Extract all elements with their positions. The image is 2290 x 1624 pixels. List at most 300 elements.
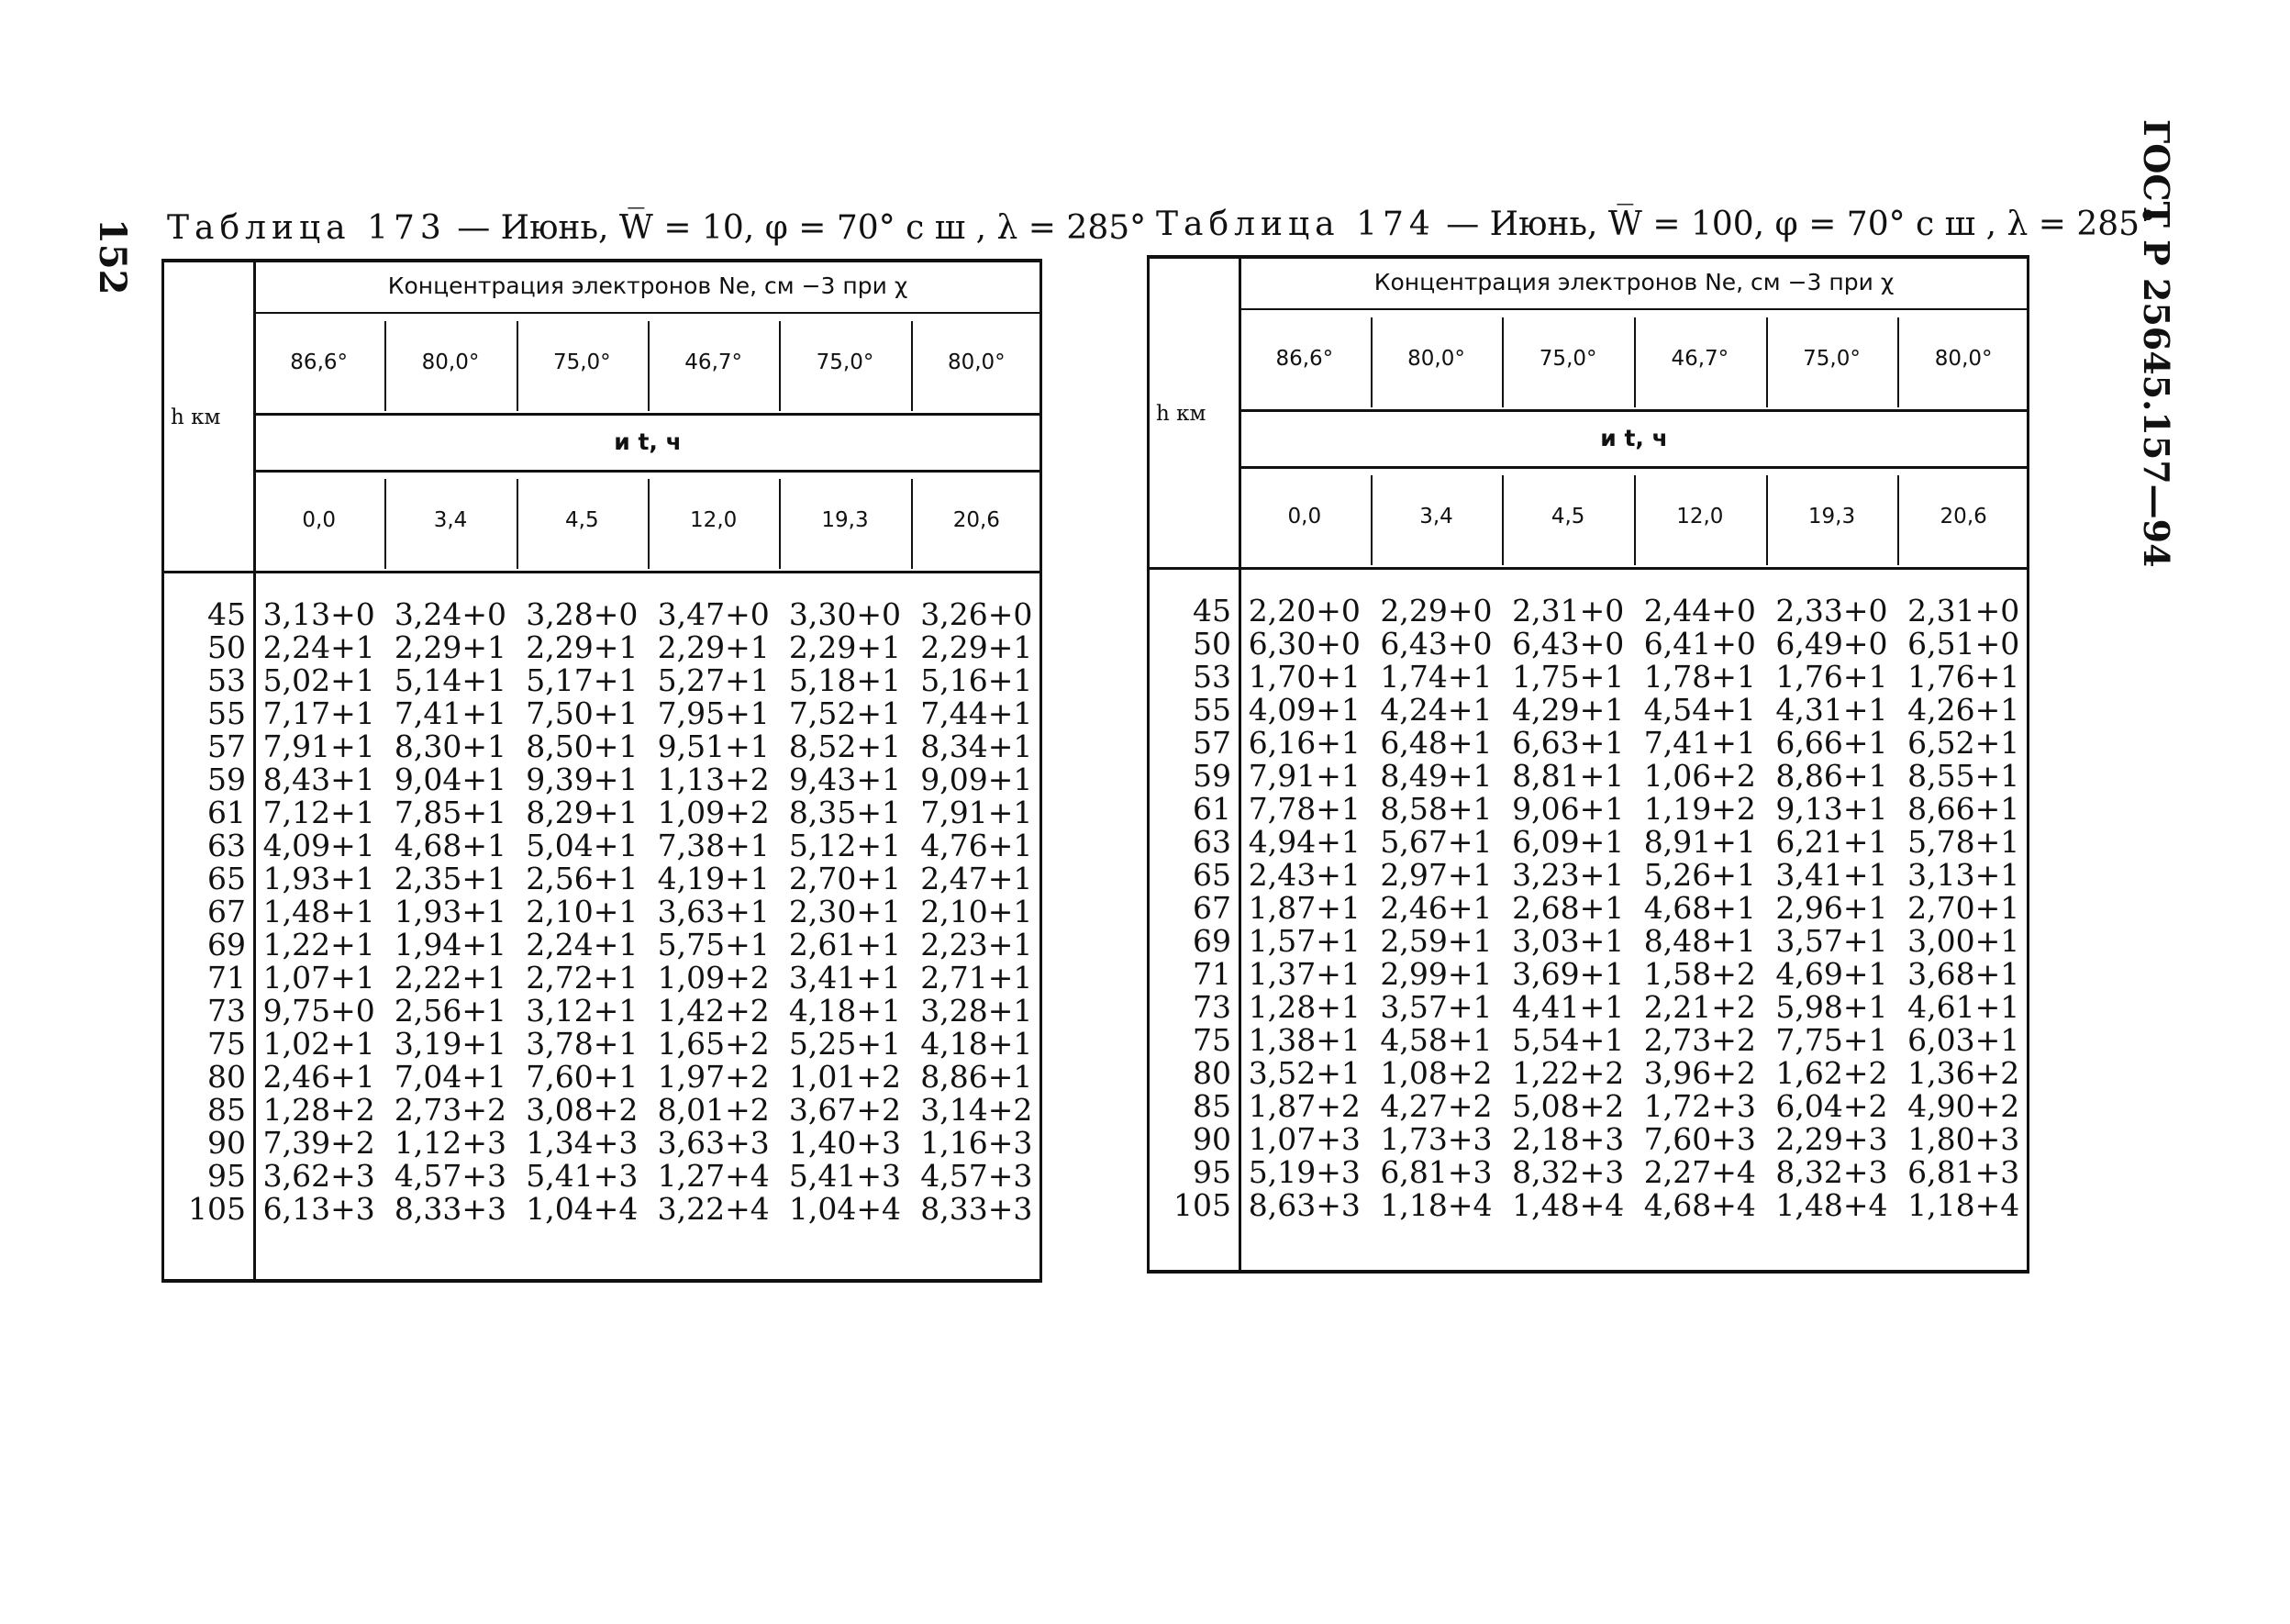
- data-cell: 8,43+1: [262, 762, 375, 797]
- data-cell: 5,75+1: [657, 927, 770, 962]
- concentration-header: Концентрация электронов Ne, см −3 при χ: [387, 272, 908, 299]
- data-cell: 5,26+1: [1643, 857, 1756, 893]
- t-cell: 20,6: [952, 508, 1000, 532]
- data-cell: 7,75+1: [1775, 1022, 1888, 1058]
- data-column: [384, 598, 516, 1226]
- data-column: [1239, 595, 1371, 1222]
- data-cell: 5,67+1: [1380, 824, 1493, 860]
- time-header: и t, ч: [614, 428, 682, 455]
- data-cell: 8,48+1: [1643, 923, 1756, 959]
- data-cell: 3,57+1: [1775, 923, 1888, 959]
- data-cell: 2,61+1: [788, 927, 902, 962]
- concentration-header: Концентрация электронов Ne, см −3 при χ: [1373, 268, 1895, 295]
- data-cell: 5,78+1: [1907, 824, 2020, 860]
- data-cell: 9,39+1: [526, 762, 639, 797]
- data-cell: 2,10+1: [920, 894, 1033, 929]
- data-cell: 6,21+1: [1775, 824, 1888, 860]
- data-cell: 2,46+1: [262, 1059, 375, 1095]
- data-cell: 8,01+2: [657, 1092, 770, 1128]
- data-cell: 3,12+1: [526, 993, 639, 1029]
- data-cell: 6,43+0: [1512, 626, 1625, 662]
- data-cell: 7,95+1: [657, 695, 770, 731]
- data-cell: 4,76+1: [920, 828, 1033, 863]
- data-cell: 2,29+1: [526, 629, 639, 665]
- h-values-column: [1147, 595, 1231, 1222]
- data-cell: 2,29+1: [657, 629, 770, 665]
- h-value: 65: [1193, 857, 1231, 893]
- data-cell: 2,47+1: [920, 861, 1033, 896]
- data-cell: 6,49+0: [1775, 626, 1888, 662]
- t-cell: 12,0: [690, 508, 738, 532]
- data-cell: 6,43+0: [1380, 626, 1493, 662]
- chi-cell: 80,0°: [947, 350, 1006, 374]
- data-cell: 6,81+3: [1380, 1154, 1493, 1190]
- data-cell: 5,08+2: [1512, 1088, 1625, 1124]
- data-cell: 1,38+1: [1248, 1022, 1361, 1058]
- header-rule: [161, 571, 1042, 573]
- data-cell: 8,66+1: [1907, 791, 2020, 827]
- data-cell: 4,68+1: [1643, 890, 1756, 926]
- data-cell: 8,91+1: [1643, 824, 1756, 860]
- data-cell: 7,17+1: [262, 695, 375, 731]
- data-cell: 7,44+1: [920, 695, 1033, 731]
- data-cell: 2,70+1: [788, 861, 902, 896]
- data-cell: 1,78+1: [1643, 659, 1756, 695]
- data-cell: 1,37+1: [1248, 956, 1361, 992]
- data-cell: 1,48+1: [262, 894, 375, 929]
- data-cell: 3,28+1: [920, 993, 1033, 1029]
- data-cell: 7,91+1: [920, 795, 1033, 830]
- data-cell: 2,24+1: [526, 927, 639, 962]
- chi-cell: 80,0°: [1934, 347, 1993, 371]
- data-cell: 2,59+1: [1380, 923, 1493, 959]
- chi-cell: 86,6°: [1275, 347, 1334, 371]
- data-cell: 3,63+3: [657, 1125, 770, 1161]
- data-cell: 2,10+1: [526, 894, 639, 929]
- chi-cell: 86,6°: [290, 350, 349, 374]
- h-value: 90: [207, 1125, 246, 1161]
- h-km-label: h км: [1156, 402, 1206, 426]
- data-cell: 2,24+1: [262, 629, 375, 665]
- data-cell: 3,19+1: [394, 1026, 507, 1062]
- h-value: 71: [207, 960, 246, 996]
- data-cell: 7,78+1: [1248, 791, 1361, 827]
- data-cell: 1,16+3: [920, 1125, 1033, 1161]
- data-cell: 1,18+4: [1907, 1187, 2020, 1223]
- data-cell: 8,86+1: [1775, 758, 1888, 794]
- data-cell: 2,35+1: [394, 861, 507, 896]
- data-cell: 1,13+2: [657, 762, 770, 797]
- data-cell: 1,22+1: [262, 927, 375, 962]
- data-cell: 4,68+1: [394, 828, 507, 863]
- data-cell: 8,86+1: [920, 1059, 1033, 1095]
- data-cell: 2,68+1: [1512, 890, 1625, 926]
- table-173: [161, 259, 1042, 1283]
- data-cell: 8,49+1: [1380, 758, 1493, 794]
- data-cell: 1,02+1: [262, 1026, 375, 1062]
- data-cell: 4,90+2: [1907, 1088, 2020, 1124]
- h-value: 105: [1173, 1187, 1231, 1223]
- data-cell: 3,47+0: [657, 596, 770, 632]
- data-cell: 4,09+1: [262, 828, 375, 863]
- document-code: ГОСТ Р 25645.157—94: [2136, 119, 2177, 568]
- data-cell: 1,04+4: [788, 1191, 902, 1227]
- data-cell: 4,31+1: [1775, 692, 1888, 728]
- h-value: 73: [207, 993, 246, 1029]
- data-cell: 9,06+1: [1512, 791, 1625, 827]
- data-column: [779, 598, 910, 1226]
- data-cell: 8,81+1: [1512, 758, 1625, 794]
- data-cell: 1,36+2: [1907, 1055, 2020, 1091]
- data-cell: 1,58+2: [1643, 956, 1756, 992]
- data-cell: 6,63+1: [1512, 725, 1625, 761]
- data-cell: 2,29+1: [920, 629, 1033, 665]
- data-cell: 2,31+0: [1907, 593, 2020, 628]
- data-cell: 7,50+1: [526, 695, 639, 731]
- data-cell: 4,29+1: [1512, 692, 1625, 728]
- data-cell: 6,13+3: [262, 1191, 375, 1227]
- time-header: и t, ч: [1600, 424, 1668, 451]
- h-value: 53: [207, 662, 246, 698]
- data-cell: 3,22+4: [657, 1191, 770, 1227]
- data-cell: 1,93+1: [262, 861, 375, 896]
- h-value: 95: [1193, 1154, 1231, 1190]
- h-value: 59: [207, 762, 246, 797]
- data-cell: 1,08+2: [1380, 1055, 1493, 1091]
- data-cell: 4,69+1: [1775, 956, 1888, 992]
- data-cell: 8,29+1: [526, 795, 639, 830]
- data-cell: 7,91+1: [1248, 758, 1361, 794]
- data-cell: 5,16+1: [920, 662, 1033, 698]
- data-cell: 4,18+1: [788, 993, 902, 1029]
- data-cell: 2,73+2: [1643, 1022, 1756, 1058]
- data-cell: 1,93+1: [394, 894, 507, 929]
- data-cell: 1,76+1: [1907, 659, 2020, 695]
- data-cell: 1,48+4: [1512, 1187, 1625, 1223]
- data-cell: 5,12+1: [788, 828, 902, 863]
- data-column: [911, 598, 1042, 1226]
- t-cell: 0,0: [1287, 505, 1322, 528]
- data-cell: 3,41+1: [1775, 857, 1888, 893]
- data-cell: 2,97+1: [1380, 857, 1493, 893]
- data-cell: 6,48+1: [1380, 725, 1493, 761]
- table-bottom-rule: [1147, 1270, 2029, 1274]
- data-cell: 1,62+2: [1775, 1055, 1888, 1091]
- h-value: 71: [1193, 956, 1231, 992]
- data-cell: 6,66+1: [1775, 725, 1888, 761]
- data-cell: 5,41+3: [526, 1158, 639, 1194]
- data-cell: 2,56+1: [394, 993, 507, 1029]
- data-cell: 4,26+1: [1907, 692, 2020, 728]
- t-cell: 20,6: [1940, 505, 1987, 528]
- data-cell: 3,30+0: [788, 596, 902, 632]
- data-cell: 7,04+1: [394, 1059, 507, 1095]
- data-cell: 1,28+2: [262, 1092, 375, 1128]
- data-cell: 3,08+2: [526, 1092, 639, 1128]
- data-cell: 1,04+4: [526, 1191, 639, 1227]
- data-cell: 9,13+1: [1775, 791, 1888, 827]
- data-cell: 8,30+1: [394, 729, 507, 764]
- data-cell: 1,57+1: [1248, 923, 1361, 959]
- data-cell: 1,42+2: [657, 993, 770, 1029]
- data-cell: 1,06+2: [1643, 758, 1756, 794]
- data-cell: 2,44+0: [1643, 593, 1756, 628]
- data-column: [1766, 595, 1898, 1222]
- h-value: 75: [207, 1026, 246, 1062]
- table-173-label: Таблица 173: [167, 209, 447, 247]
- chi-cell: 75,0°: [552, 350, 611, 374]
- data-cell: 4,24+1: [1380, 692, 1493, 728]
- data-cell: 5,19+3: [1248, 1154, 1361, 1190]
- data-cell: 4,57+3: [394, 1158, 507, 1194]
- data-cell: 5,18+1: [788, 662, 902, 698]
- data-cell: 5,27+1: [657, 662, 770, 698]
- data-cell: 5,25+1: [788, 1026, 902, 1062]
- chi-cell: 75,0°: [1803, 347, 1861, 371]
- data-column: [253, 598, 384, 1226]
- data-cell: 4,54+1: [1643, 692, 1756, 728]
- data-cell: 3,00+1: [1907, 923, 2020, 959]
- table-173-caption: [167, 209, 1146, 247]
- data-cell: 2,22+1: [394, 960, 507, 996]
- data-cell: 2,20+0: [1248, 593, 1361, 628]
- data-cell: 1,87+1: [1248, 890, 1361, 926]
- data-cell: 2,18+3: [1512, 1121, 1625, 1157]
- data-cell: 4,57+3: [920, 1158, 1033, 1194]
- data-cell: 9,51+1: [657, 729, 770, 764]
- data-cell: 7,85+1: [394, 795, 507, 830]
- t-cell: 19,3: [1807, 505, 1856, 528]
- data-cell: 7,12+1: [262, 795, 375, 830]
- h-value: 45: [207, 596, 246, 632]
- data-cell: 7,91+1: [262, 729, 375, 764]
- chi-cell: 75,0°: [816, 350, 874, 374]
- data-cell: 8,52+1: [788, 729, 902, 764]
- header-rule: [1147, 567, 2029, 570]
- data-cell: 5,04+1: [526, 828, 639, 863]
- data-cell: 3,26+0: [920, 596, 1033, 632]
- h-value: 55: [207, 695, 246, 731]
- h-value: 85: [207, 1092, 246, 1128]
- data-cell: 2,27+4: [1643, 1154, 1756, 1190]
- data-cell: 3,63+1: [657, 894, 770, 929]
- table-174: [1147, 255, 2029, 1274]
- data-cell: 2,96+1: [1775, 890, 1888, 926]
- data-cell: 7,60+1: [526, 1059, 639, 1095]
- data-cell: 7,60+3: [1643, 1121, 1756, 1157]
- data-cell: 1,75+1: [1512, 659, 1625, 695]
- data-cell: 1,09+2: [657, 960, 770, 996]
- data-cell: 2,29+1: [788, 629, 902, 665]
- data-cell: 2,33+0: [1775, 593, 1888, 628]
- t-cell: 19,3: [821, 508, 869, 532]
- data-cell: 8,35+1: [788, 795, 902, 830]
- h-value: 90: [1193, 1121, 1231, 1157]
- data-cell: 1,65+2: [657, 1026, 770, 1062]
- data-cell: 2,30+1: [788, 894, 902, 929]
- t-cell: 0,0: [302, 508, 336, 532]
- data-cell: 7,39+2: [262, 1125, 375, 1161]
- data-cell: 3,68+1: [1907, 956, 2020, 992]
- h-value: 95: [207, 1158, 246, 1194]
- data-cell: 3,24+0: [394, 596, 507, 632]
- table-173-caption-rest: — Июнь, W̅ = 10, φ = 70° с ш , λ = 285°: [446, 209, 1147, 247]
- data-cell: 1,94+1: [394, 927, 507, 962]
- data-cell: 2,29+3: [1775, 1121, 1888, 1157]
- data-cell: 4,61+1: [1907, 989, 2020, 1025]
- data-column: [1897, 595, 2029, 1222]
- h-value: 50: [207, 629, 246, 665]
- h-value: 67: [1193, 890, 1231, 926]
- data-cell: 8,55+1: [1907, 758, 2020, 794]
- data-cell: 4,19+1: [657, 861, 770, 896]
- chi-cell: 80,0°: [1407, 347, 1465, 371]
- t-cell: 4,5: [565, 508, 599, 532]
- data-cell: 1,18+4: [1380, 1187, 1493, 1223]
- data-cell: 6,03+1: [1907, 1022, 2020, 1058]
- data-cell: 6,52+1: [1907, 725, 2020, 761]
- data-cell: 2,73+2: [394, 1092, 507, 1128]
- data-cell: 1,12+3: [394, 1125, 507, 1161]
- h-value: 53: [1193, 659, 1231, 695]
- data-cell: 8,33+3: [394, 1191, 507, 1227]
- chi-cell: 46,7°: [684, 350, 743, 374]
- data-cell: 6,09+1: [1512, 824, 1625, 860]
- h-km-label: h км: [171, 406, 221, 429]
- data-cell: 3,57+1: [1380, 989, 1493, 1025]
- h-values-column: [161, 598, 246, 1226]
- h-value: 80: [1193, 1055, 1231, 1091]
- page-number: 152: [91, 218, 134, 295]
- data-cell: 2,29+0: [1380, 593, 1493, 628]
- h-value: 59: [1193, 758, 1231, 794]
- data-cell: 6,81+3: [1907, 1154, 2020, 1190]
- data-cell: 3,28+0: [526, 596, 639, 632]
- table-174-caption: [1156, 206, 2156, 243]
- data-cell: 5,17+1: [526, 662, 639, 698]
- data-cell: 3,14+2: [920, 1092, 1033, 1128]
- data-cell: 6,41+0: [1643, 626, 1756, 662]
- data-cell: 2,46+1: [1380, 890, 1493, 926]
- data-cell: 8,34+1: [920, 729, 1033, 764]
- data-cell: 3,03+1: [1512, 923, 1625, 959]
- t-cell: 4,5: [1551, 505, 1585, 528]
- data-cell: 7,41+1: [394, 695, 507, 731]
- data-cell: 3,52+1: [1248, 1055, 1361, 1091]
- data-cell: 8,58+1: [1380, 791, 1493, 827]
- data-cell: 3,78+1: [526, 1026, 639, 1062]
- h-value: 50: [1193, 626, 1231, 662]
- table-bottom-rule: [161, 1279, 1042, 1283]
- h-value: 105: [188, 1191, 246, 1227]
- data-cell: 6,30+0: [1248, 626, 1361, 662]
- h-value: 63: [207, 828, 246, 863]
- data-cell: 4,68+4: [1643, 1187, 1756, 1223]
- data-cell: 8,50+1: [526, 729, 639, 764]
- data-cell: 4,58+1: [1380, 1022, 1493, 1058]
- data-cell: 2,72+1: [526, 960, 639, 996]
- data-cell: 4,94+1: [1248, 824, 1361, 860]
- data-cell: 4,27+2: [1380, 1088, 1493, 1124]
- chi-cell: 80,0°: [421, 350, 480, 374]
- data-cell: 9,04+1: [394, 762, 507, 797]
- data-cell: 3,69+1: [1512, 956, 1625, 992]
- h-value: 73: [1193, 989, 1231, 1025]
- data-cell: 1,27+4: [657, 1158, 770, 1194]
- data-column: [1634, 595, 1766, 1222]
- data-cell: 5,98+1: [1775, 989, 1888, 1025]
- data-cell: 8,32+3: [1775, 1154, 1888, 1190]
- data-cell: 1,80+3: [1907, 1121, 2020, 1157]
- data-cell: 1,01+2: [788, 1059, 902, 1095]
- data-cell: 7,38+1: [657, 828, 770, 863]
- t-cell: 3,4: [1419, 505, 1453, 528]
- h-value: 57: [207, 729, 246, 764]
- data-cell: 1,87+2: [1248, 1088, 1361, 1124]
- data-cell: 9,43+1: [788, 762, 902, 797]
- data-cell: 3,13+1: [1907, 857, 2020, 893]
- data-cell: 2,43+1: [1248, 857, 1361, 893]
- data-column: [1371, 595, 1503, 1222]
- data-cell: 3,23+1: [1512, 857, 1625, 893]
- h-value: 69: [207, 927, 246, 962]
- data-cell: 5,14+1: [394, 662, 507, 698]
- h-value: 85: [1193, 1088, 1231, 1124]
- data-cell: 9,09+1: [920, 762, 1033, 797]
- chi-cell: 75,0°: [1539, 347, 1597, 371]
- data-cell: 1,34+3: [526, 1125, 639, 1161]
- h-value: 69: [1193, 923, 1231, 959]
- data-cell: 3,96+2: [1643, 1055, 1756, 1091]
- chi-cell: 46,7°: [1671, 347, 1729, 371]
- h-value: 55: [1193, 692, 1231, 728]
- data-cell: 1,09+2: [657, 795, 770, 830]
- data-cell: 3,62+3: [262, 1158, 375, 1194]
- t-cell: 12,0: [1676, 505, 1724, 528]
- data-cell: 3,13+0: [262, 596, 375, 632]
- data-cell: 3,67+2: [788, 1092, 902, 1128]
- data-cell: 7,52+1: [788, 695, 902, 731]
- table-174-label: Таблица 174: [1156, 206, 1436, 243]
- data-cell: 6,51+0: [1907, 626, 2020, 662]
- data-cell: 1,97+2: [657, 1059, 770, 1095]
- data-cell: 7,41+1: [1643, 725, 1756, 761]
- h-value: 45: [1193, 593, 1231, 628]
- data-cell: 2,29+1: [394, 629, 507, 665]
- data-cell: 1,28+1: [1248, 989, 1361, 1025]
- table-174-caption-rest: — Июнь, W̅ = 100, φ = 70° с ш , λ = 285°: [1435, 206, 2157, 243]
- data-cell: 1,40+3: [788, 1125, 902, 1161]
- data-cell: 5,54+1: [1512, 1022, 1625, 1058]
- data-cell: 1,72+3: [1643, 1088, 1756, 1124]
- data-cell: 2,21+2: [1643, 989, 1756, 1025]
- h-value: 80: [207, 1059, 246, 1095]
- data-cell: 4,18+1: [920, 1026, 1033, 1062]
- data-cell: 1,76+1: [1775, 659, 1888, 695]
- data-cell: 8,33+3: [920, 1191, 1033, 1227]
- data-cell: 2,31+0: [1512, 593, 1625, 628]
- data-cell: 5,02+1: [262, 662, 375, 698]
- data-cell: 3,41+1: [788, 960, 902, 996]
- data-cell: 2,71+1: [920, 960, 1033, 996]
- data-cell: 5,41+3: [788, 1158, 902, 1194]
- data-cell: 2,56+1: [526, 861, 639, 896]
- data-cell: 1,22+2: [1512, 1055, 1625, 1091]
- data-cell: 6,16+1: [1248, 725, 1361, 761]
- h-value: 61: [1193, 791, 1231, 827]
- h-value: 67: [207, 894, 246, 929]
- data-cell: 1,73+3: [1380, 1121, 1493, 1157]
